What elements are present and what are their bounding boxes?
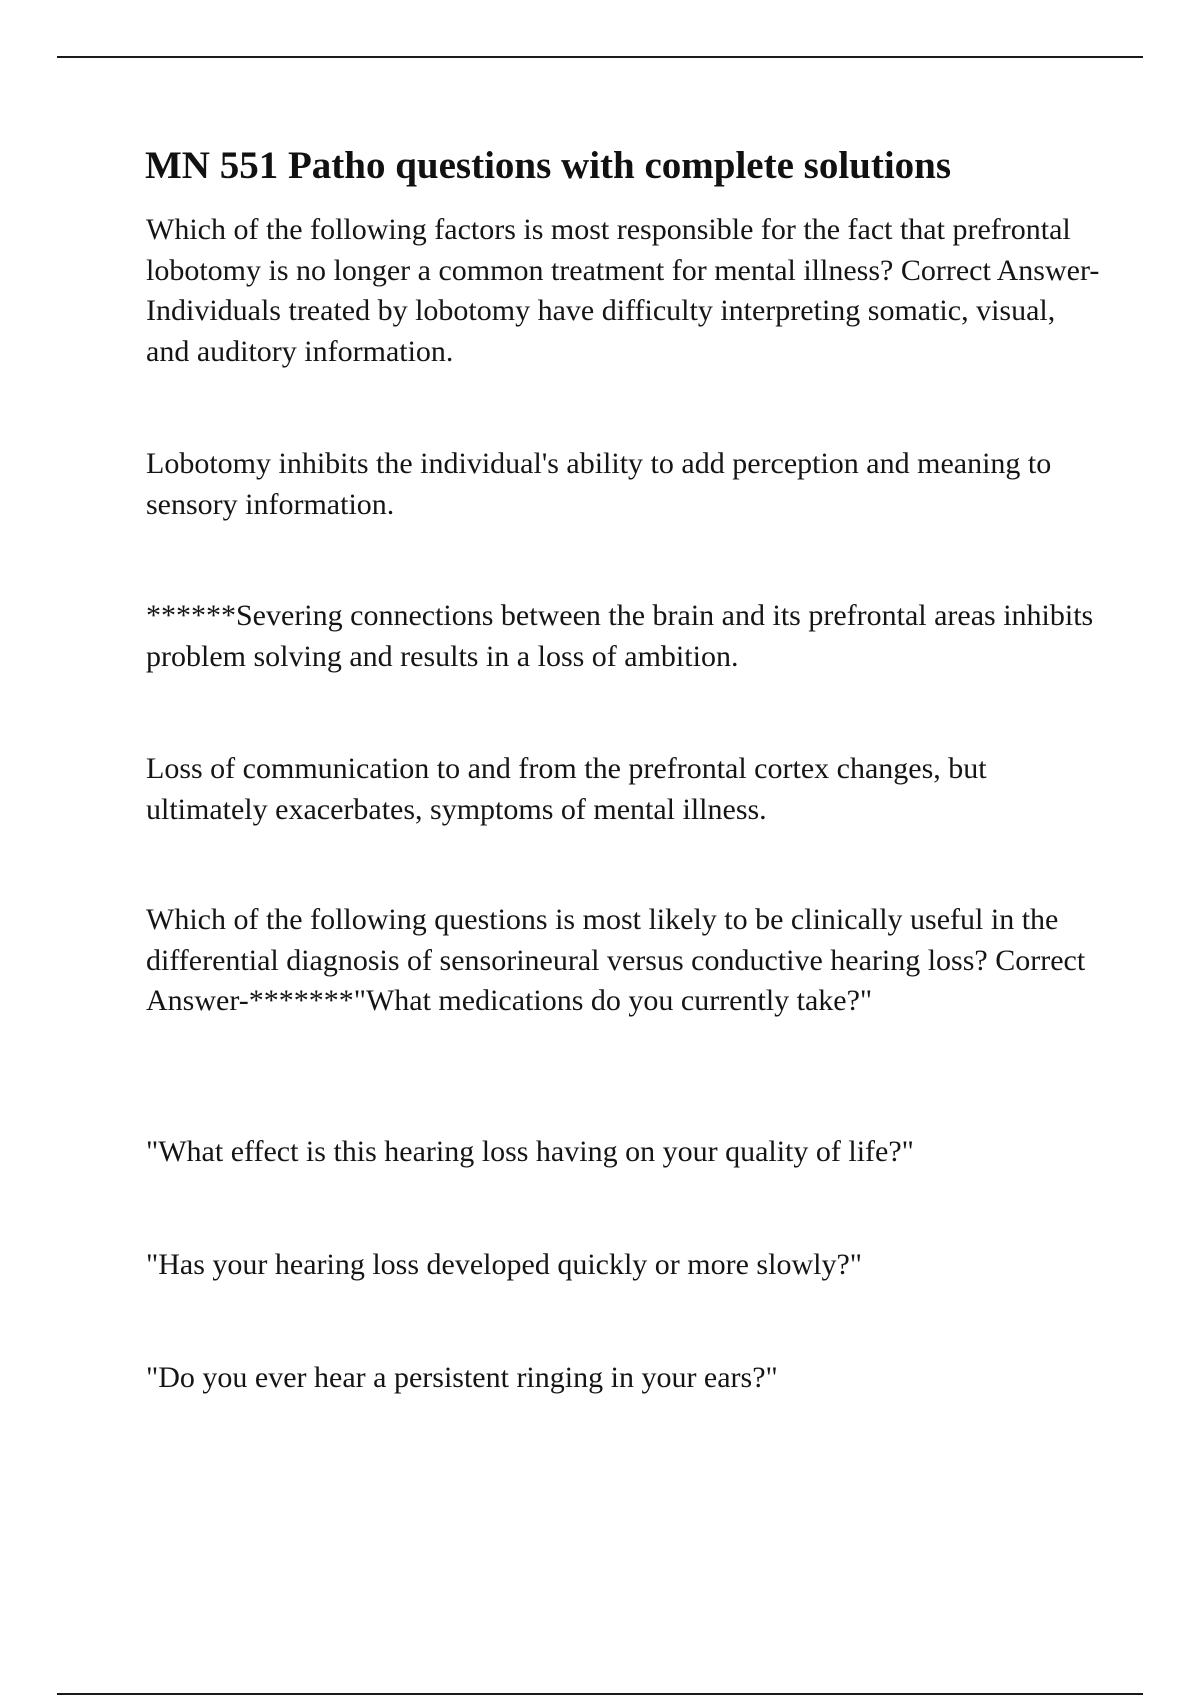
question-2-option-4: "Do you ever hear a persistent ringing in your ears?": [146, 1361, 778, 1394]
question-1-option-4: Loss of communication to and from the prefrontal cortex changes, but ultimately exacerbates, symptoms of mental illness.: [146, 752, 987, 826]
document-title: MN 551 Patho questions with complete solutions: [145, 144, 952, 187]
question-2-text: Which of the following questions is most likely to be clinically useful in the differential diagnosis of sensorineural versus conductive hearing loss? Correct Answer-*******"What medications do you currently take?": [146, 903, 1086, 1017]
question-1-option-2: Lobotomy inhibits the individual's ability to add perception and meaning to sensory information.: [146, 447, 1052, 521]
footer-divider: [57, 1693, 1143, 1695]
question-2-option-3: "Has your hearing loss developed quickly or more slowly?": [146, 1248, 863, 1281]
question-1-text: Which of the following factors is most responsible for the fact that prefrontal lobotomy is no longer a common treatment for mental illness? Correct Answer-Individuals treated by lobotomy have difficulty interpreting somatic, visual, and auditory information.: [146, 213, 1100, 368]
header-divider: [57, 56, 1143, 58]
question-1-option-3: ******Severing connections between the brain and its prefrontal areas inhibits problem solving and results in a loss of ambition.: [146, 599, 1094, 673]
question-2-option-2: "What effect is this hearing loss having on your quality of life?": [146, 1135, 914, 1168]
